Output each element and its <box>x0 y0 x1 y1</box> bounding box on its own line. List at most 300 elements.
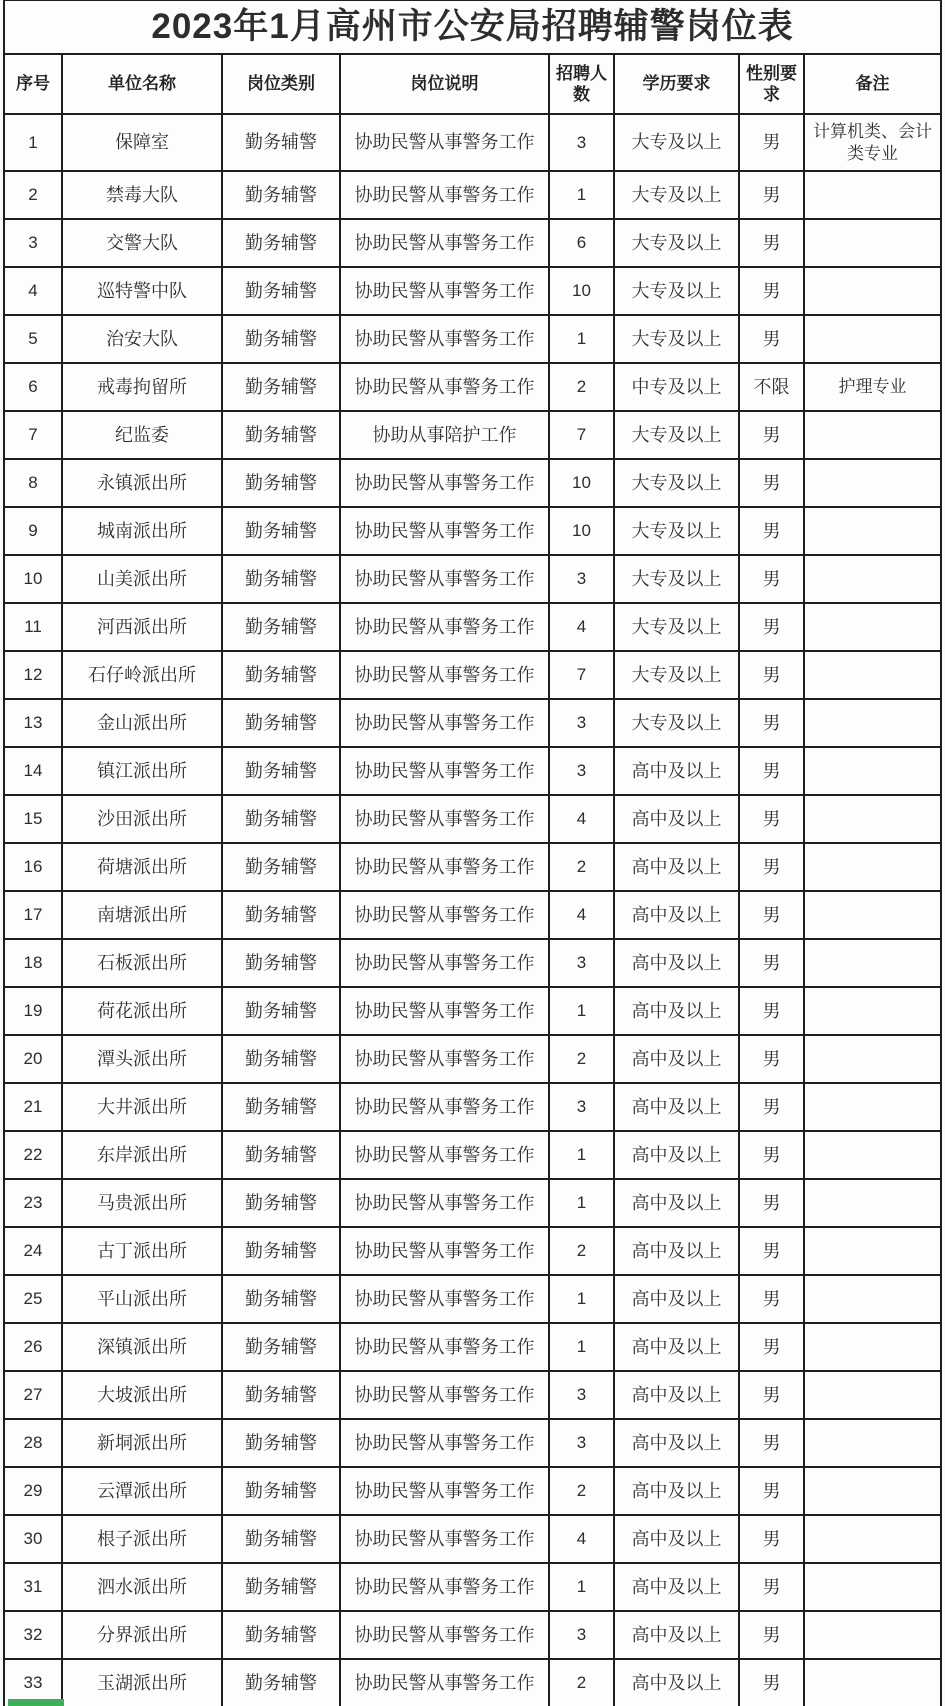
cell-description: 协助民警从事警务工作 <box>340 1515 549 1563</box>
cell-category: 勤务辅警 <box>222 507 340 555</box>
cell-description: 协助民警从事警务工作 <box>340 699 549 747</box>
cell-unit: 荷花派出所 <box>62 987 222 1035</box>
cell-category: 勤务辅警 <box>222 267 340 315</box>
cell-category: 勤务辅警 <box>222 1563 340 1611</box>
cell-count: 4 <box>549 795 614 843</box>
cell-education: 大专及以上 <box>614 699 739 747</box>
cell-description: 协助民警从事警务工作 <box>340 1371 549 1419</box>
cell-no: 19 <box>4 987 62 1035</box>
cell-education: 大专及以上 <box>614 411 739 459</box>
cell-no: 13 <box>4 699 62 747</box>
cell-unit: 大井派出所 <box>62 1083 222 1131</box>
cell-no: 23 <box>4 1179 62 1227</box>
cell-gender: 男 <box>739 1563 804 1611</box>
cell-count: 2 <box>549 1035 614 1083</box>
cell-remark: 计算机类、会计类专业 <box>804 114 941 171</box>
cell-description: 协助民警从事警务工作 <box>340 1227 549 1275</box>
cell-no: 25 <box>4 1275 62 1323</box>
cell-education: 高中及以上 <box>614 1419 739 1467</box>
cell-gender: 男 <box>739 603 804 651</box>
cell-remark <box>804 507 941 555</box>
cell-education: 大专及以上 <box>614 651 739 699</box>
cell-unit: 治安大队 <box>62 315 222 363</box>
cell-gender: 男 <box>739 459 804 507</box>
cell-education: 高中及以上 <box>614 843 739 891</box>
cell-gender: 男 <box>739 1275 804 1323</box>
column-header-category: 岗位类别 <box>222 54 340 114</box>
cell-education: 大专及以上 <box>614 219 739 267</box>
cell-unit: 深镇派出所 <box>62 1323 222 1371</box>
table-row <box>4 747 941 795</box>
table-row <box>4 1323 941 1371</box>
cell-no: 2 <box>4 171 62 219</box>
cell-no: 22 <box>4 1131 62 1179</box>
cell-remark <box>804 1467 941 1515</box>
cell-education: 高中及以上 <box>614 1467 739 1515</box>
cell-count: 4 <box>549 603 614 651</box>
cell-unit: 大坡派出所 <box>62 1371 222 1419</box>
cell-education: 高中及以上 <box>614 1227 739 1275</box>
cell-remark <box>804 843 941 891</box>
cell-count: 4 <box>549 891 614 939</box>
cell-education: 大专及以上 <box>614 459 739 507</box>
cell-gender: 男 <box>739 1419 804 1467</box>
cell-unit: 东岸派出所 <box>62 1131 222 1179</box>
cell-unit: 根子派出所 <box>62 1515 222 1563</box>
cell-count: 7 <box>549 411 614 459</box>
cell-no: 1 <box>4 114 62 171</box>
table-row <box>4 651 941 699</box>
cell-education: 高中及以上 <box>614 1131 739 1179</box>
cell-count: 3 <box>549 1611 614 1659</box>
cell-gender: 男 <box>739 1611 804 1659</box>
cell-count: 3 <box>549 555 614 603</box>
cell-education: 高中及以上 <box>614 1371 739 1419</box>
cell-remark <box>804 411 941 459</box>
table-row <box>4 1227 941 1275</box>
table-row <box>4 1371 941 1419</box>
cell-gender: 男 <box>739 1659 804 1706</box>
cell-no: 9 <box>4 507 62 555</box>
cell-unit: 巡特警中队 <box>62 267 222 315</box>
cell-description: 协助民警从事警务工作 <box>340 1563 549 1611</box>
cell-unit: 云潭派出所 <box>62 1467 222 1515</box>
cell-description: 协助民警从事警务工作 <box>340 555 549 603</box>
cell-description: 协助从事陪护工作 <box>340 411 549 459</box>
cell-unit: 戒毒拘留所 <box>62 363 222 411</box>
cell-unit: 沙田派出所 <box>62 795 222 843</box>
cell-education: 中专及以上 <box>614 363 739 411</box>
cell-no: 24 <box>4 1227 62 1275</box>
cell-unit: 镇江派出所 <box>62 747 222 795</box>
cell-no: 20 <box>4 1035 62 1083</box>
table-row <box>4 555 941 603</box>
cell-count: 3 <box>549 939 614 987</box>
cell-no: 17 <box>4 891 62 939</box>
cell-education: 高中及以上 <box>614 987 739 1035</box>
table-row <box>4 1419 941 1467</box>
table-row <box>4 939 941 987</box>
table-row <box>4 843 941 891</box>
cell-remark <box>804 1371 941 1419</box>
cell-no: 18 <box>4 939 62 987</box>
cell-no: 31 <box>4 1563 62 1611</box>
cell-remark <box>804 1515 941 1563</box>
cell-count: 3 <box>549 1083 614 1131</box>
cell-gender: 男 <box>739 171 804 219</box>
cell-no: 28 <box>4 1419 62 1467</box>
cell-description: 协助民警从事警务工作 <box>340 795 549 843</box>
cell-remark <box>804 699 941 747</box>
cell-unit: 金山派出所 <box>62 699 222 747</box>
cell-count: 2 <box>549 1227 614 1275</box>
cell-education: 高中及以上 <box>614 1611 739 1659</box>
cell-education: 高中及以上 <box>614 747 739 795</box>
cell-education: 高中及以上 <box>614 939 739 987</box>
table-row <box>4 1035 941 1083</box>
cell-unit: 玉湖派出所 <box>62 1659 222 1706</box>
cell-category: 勤务辅警 <box>222 699 340 747</box>
cell-description: 协助民警从事警务工作 <box>340 363 549 411</box>
cell-gender: 男 <box>739 891 804 939</box>
cell-education: 高中及以上 <box>614 795 739 843</box>
cell-category: 勤务辅警 <box>222 1131 340 1179</box>
cell-category: 勤务辅警 <box>222 114 340 171</box>
cell-count: 1 <box>549 1131 614 1179</box>
table-row <box>4 699 941 747</box>
cell-gender: 男 <box>739 555 804 603</box>
cell-no: 7 <box>4 411 62 459</box>
cell-education: 高中及以上 <box>614 1179 739 1227</box>
cell-no: 32 <box>4 1611 62 1659</box>
cell-no: 11 <box>4 603 62 651</box>
cell-gender: 男 <box>739 1083 804 1131</box>
cell-no: 16 <box>4 843 62 891</box>
cell-remark <box>804 315 941 363</box>
cell-count: 7 <box>549 651 614 699</box>
cell-unit: 纪监委 <box>62 411 222 459</box>
cell-count: 1 <box>549 171 614 219</box>
cell-remark <box>804 555 941 603</box>
cell-gender: 男 <box>739 1179 804 1227</box>
cell-remark <box>804 1131 941 1179</box>
cell-education: 高中及以上 <box>614 1083 739 1131</box>
cell-unit: 石仔岭派出所 <box>62 651 222 699</box>
cell-education: 高中及以上 <box>614 1323 739 1371</box>
cell-description: 协助民警从事警务工作 <box>340 1275 549 1323</box>
cell-category: 勤务辅警 <box>222 747 340 795</box>
cell-category: 勤务辅警 <box>222 843 340 891</box>
cell-description: 协助民警从事警务工作 <box>340 1083 549 1131</box>
cell-description: 协助民警从事警务工作 <box>340 507 549 555</box>
cell-education: 高中及以上 <box>614 1563 739 1611</box>
cell-remark <box>804 1563 941 1611</box>
cell-count: 3 <box>549 1419 614 1467</box>
cell-no: 26 <box>4 1323 62 1371</box>
cell-count: 2 <box>549 1467 614 1515</box>
table-row <box>4 507 941 555</box>
table-row <box>4 1179 941 1227</box>
table-row <box>4 1275 941 1323</box>
cell-education: 大专及以上 <box>614 171 739 219</box>
cell-category: 勤务辅警 <box>222 219 340 267</box>
cell-remark <box>804 795 941 843</box>
cell-unit: 泗水派出所 <box>62 1563 222 1611</box>
cell-description: 协助民警从事警务工作 <box>340 171 549 219</box>
cell-remark <box>804 459 941 507</box>
cell-category: 勤务辅警 <box>222 1275 340 1323</box>
cell-description: 协助民警从事警务工作 <box>340 843 549 891</box>
cell-description: 协助民警从事警务工作 <box>340 987 549 1035</box>
table-row <box>4 114 941 171</box>
cell-education: 大专及以上 <box>614 114 739 171</box>
cell-count: 1 <box>549 1275 614 1323</box>
table-row <box>4 795 941 843</box>
cell-unit: 交警大队 <box>62 219 222 267</box>
cell-no: 33 <box>4 1659 62 1706</box>
cell-gender: 不限 <box>739 363 804 411</box>
column-header-unit: 单位名称 <box>62 54 222 114</box>
cell-category: 勤务辅警 <box>222 459 340 507</box>
cell-gender: 男 <box>739 507 804 555</box>
cell-gender: 男 <box>739 1035 804 1083</box>
cell-unit: 新垌派出所 <box>62 1419 222 1467</box>
cell-category: 勤务辅警 <box>222 1371 340 1419</box>
cell-gender: 男 <box>739 411 804 459</box>
cell-gender: 男 <box>739 267 804 315</box>
cell-category: 勤务辅警 <box>222 1659 340 1706</box>
cell-unit: 城南派出所 <box>62 507 222 555</box>
cell-unit: 平山派出所 <box>62 1275 222 1323</box>
cell-no: 8 <box>4 459 62 507</box>
cell-no: 5 <box>4 315 62 363</box>
cell-description: 协助民警从事警务工作 <box>340 459 549 507</box>
cell-education: 大专及以上 <box>614 555 739 603</box>
cell-gender: 男 <box>739 1371 804 1419</box>
cell-unit: 保障室 <box>62 114 222 171</box>
cell-category: 勤务辅警 <box>222 891 340 939</box>
cell-category: 勤务辅警 <box>222 1515 340 1563</box>
cell-remark <box>804 1227 941 1275</box>
cell-category: 勤务辅警 <box>222 1179 340 1227</box>
cell-gender: 男 <box>739 1323 804 1371</box>
cell-education: 大专及以上 <box>614 507 739 555</box>
cell-education: 大专及以上 <box>614 315 739 363</box>
cell-no: 29 <box>4 1467 62 1515</box>
cell-gender: 男 <box>739 939 804 987</box>
job-positions-table <box>3 0 942 1706</box>
cell-remark <box>804 651 941 699</box>
cell-unit: 荷塘派出所 <box>62 843 222 891</box>
cell-description: 协助民警从事警务工作 <box>340 1323 549 1371</box>
cell-gender: 男 <box>739 1467 804 1515</box>
cell-no: 6 <box>4 363 62 411</box>
header-row <box>4 54 941 114</box>
cell-gender: 男 <box>739 747 804 795</box>
table-row <box>4 1083 941 1131</box>
table-row <box>4 891 941 939</box>
cell-no: 3 <box>4 219 62 267</box>
cell-count: 2 <box>549 363 614 411</box>
cell-unit: 分界派出所 <box>62 1611 222 1659</box>
cell-description: 协助民警从事警务工作 <box>340 1131 549 1179</box>
cell-gender: 男 <box>739 315 804 363</box>
cell-category: 勤务辅警 <box>222 1227 340 1275</box>
cell-remark <box>804 1083 941 1131</box>
table-row <box>4 987 941 1035</box>
cell-gender: 男 <box>739 795 804 843</box>
cell-category: 勤务辅警 <box>222 1323 340 1371</box>
cell-count: 10 <box>549 267 614 315</box>
job-table-sheet <box>3 0 941 1706</box>
cell-count: 10 <box>549 507 614 555</box>
cell-category: 勤务辅警 <box>222 651 340 699</box>
cell-category: 勤务辅警 <box>222 603 340 651</box>
cell-education: 高中及以上 <box>614 891 739 939</box>
cell-count: 1 <box>549 315 614 363</box>
cell-count: 4 <box>549 1515 614 1563</box>
cell-category: 勤务辅警 <box>222 795 340 843</box>
cell-gender: 男 <box>739 219 804 267</box>
cell-category: 勤务辅警 <box>222 315 340 363</box>
table-row <box>4 267 941 315</box>
cell-description: 协助民警从事警务工作 <box>340 939 549 987</box>
cell-unit: 马贵派出所 <box>62 1179 222 1227</box>
cell-category: 勤务辅警 <box>222 1467 340 1515</box>
cell-count: 1 <box>549 1563 614 1611</box>
table-row <box>4 363 941 411</box>
cell-remark <box>804 171 941 219</box>
cell-count: 2 <box>549 1659 614 1706</box>
cell-no: 12 <box>4 651 62 699</box>
cell-remark: 护理专业 <box>804 363 941 411</box>
cell-description: 协助民警从事警务工作 <box>340 891 549 939</box>
cell-education: 大专及以上 <box>614 267 739 315</box>
title-row <box>4 1 941 55</box>
cell-no: 4 <box>4 267 62 315</box>
cell-gender: 男 <box>739 1227 804 1275</box>
cell-remark <box>804 747 941 795</box>
column-header-education: 学历要求 <box>614 54 739 114</box>
cell-description: 协助民警从事警务工作 <box>340 747 549 795</box>
cell-description: 协助民警从事警务工作 <box>340 267 549 315</box>
column-header-gender: 性别要求 <box>739 54 804 114</box>
cell-unit: 南塘派出所 <box>62 891 222 939</box>
cell-category: 勤务辅警 <box>222 1035 340 1083</box>
cell-remark <box>804 603 941 651</box>
table-row <box>4 411 941 459</box>
table-row <box>4 459 941 507</box>
table-row <box>4 603 941 651</box>
cell-count: 1 <box>549 1179 614 1227</box>
cell-description: 协助民警从事警务工作 <box>340 1179 549 1227</box>
cell-no: 21 <box>4 1083 62 1131</box>
cell-remark <box>804 267 941 315</box>
cell-category: 勤务辅警 <box>222 987 340 1035</box>
cell-unit: 古丁派出所 <box>62 1227 222 1275</box>
cell-remark <box>804 1659 941 1706</box>
cell-no: 30 <box>4 1515 62 1563</box>
cell-unit: 河西派出所 <box>62 603 222 651</box>
table-row <box>4 1659 941 1706</box>
cell-description: 协助民警从事警务工作 <box>340 603 549 651</box>
cell-description: 协助民警从事警务工作 <box>340 1035 549 1083</box>
cell-gender: 男 <box>739 114 804 171</box>
cell-no: 14 <box>4 747 62 795</box>
cell-unit: 山美派出所 <box>62 555 222 603</box>
cell-gender: 男 <box>739 1515 804 1563</box>
table-row <box>4 1563 941 1611</box>
cell-count: 1 <box>549 987 614 1035</box>
cell-gender: 男 <box>739 843 804 891</box>
cell-description: 协助民警从事警务工作 <box>340 651 549 699</box>
cell-category: 勤务辅警 <box>222 1611 340 1659</box>
cell-education: 大专及以上 <box>614 603 739 651</box>
cell-education: 高中及以上 <box>614 1035 739 1083</box>
cell-category: 勤务辅警 <box>222 363 340 411</box>
cell-description: 协助民警从事警务工作 <box>340 1659 549 1706</box>
cell-no: 27 <box>4 1371 62 1419</box>
cell-category: 勤务辅警 <box>222 555 340 603</box>
cell-education: 高中及以上 <box>614 1659 739 1706</box>
table-row <box>4 171 941 219</box>
cell-education: 高中及以上 <box>614 1275 739 1323</box>
cell-unit: 禁毒大队 <box>62 171 222 219</box>
cell-category: 勤务辅警 <box>222 171 340 219</box>
cell-count: 3 <box>549 699 614 747</box>
cell-count: 6 <box>549 219 614 267</box>
cell-unit: 永镇派出所 <box>62 459 222 507</box>
cell-gender: 男 <box>739 651 804 699</box>
cell-description: 协助民警从事警务工作 <box>340 1611 549 1659</box>
cell-no: 10 <box>4 555 62 603</box>
cell-description: 协助民警从事警务工作 <box>340 219 549 267</box>
cell-description: 协助民警从事警务工作 <box>340 1467 549 1515</box>
cell-remark <box>804 891 941 939</box>
cell-education: 高中及以上 <box>614 1515 739 1563</box>
cell-remark <box>804 1323 941 1371</box>
page-title: 2023年1月高州市公安局招聘辅警岗位表 <box>4 1 941 55</box>
column-header-remark: 备注 <box>804 54 941 114</box>
cell-remark <box>804 1611 941 1659</box>
cell-count: 1 <box>549 1323 614 1371</box>
cell-remark <box>804 219 941 267</box>
cell-count: 3 <box>549 1371 614 1419</box>
table-row <box>4 1515 941 1563</box>
cell-remark <box>804 1179 941 1227</box>
cell-category: 勤务辅警 <box>222 939 340 987</box>
cell-category: 勤务辅警 <box>222 1083 340 1131</box>
table-body <box>4 114 941 1706</box>
cell-category: 勤务辅警 <box>222 1419 340 1467</box>
cell-remark <box>804 939 941 987</box>
cell-description: 协助民警从事警务工作 <box>340 114 549 171</box>
cell-gender: 男 <box>739 699 804 747</box>
column-header-description: 岗位说明 <box>340 54 549 114</box>
cell-description: 协助民警从事警务工作 <box>340 315 549 363</box>
table-row <box>4 219 941 267</box>
cell-remark <box>804 1275 941 1323</box>
cell-no: 15 <box>4 795 62 843</box>
cell-remark <box>804 987 941 1035</box>
cell-category: 勤务辅警 <box>222 411 340 459</box>
cell-count: 3 <box>549 114 614 171</box>
cell-unit: 石板派出所 <box>62 939 222 987</box>
cell-count: 2 <box>549 843 614 891</box>
cell-gender: 男 <box>739 987 804 1035</box>
cell-count: 10 <box>549 459 614 507</box>
table-row <box>4 1131 941 1179</box>
